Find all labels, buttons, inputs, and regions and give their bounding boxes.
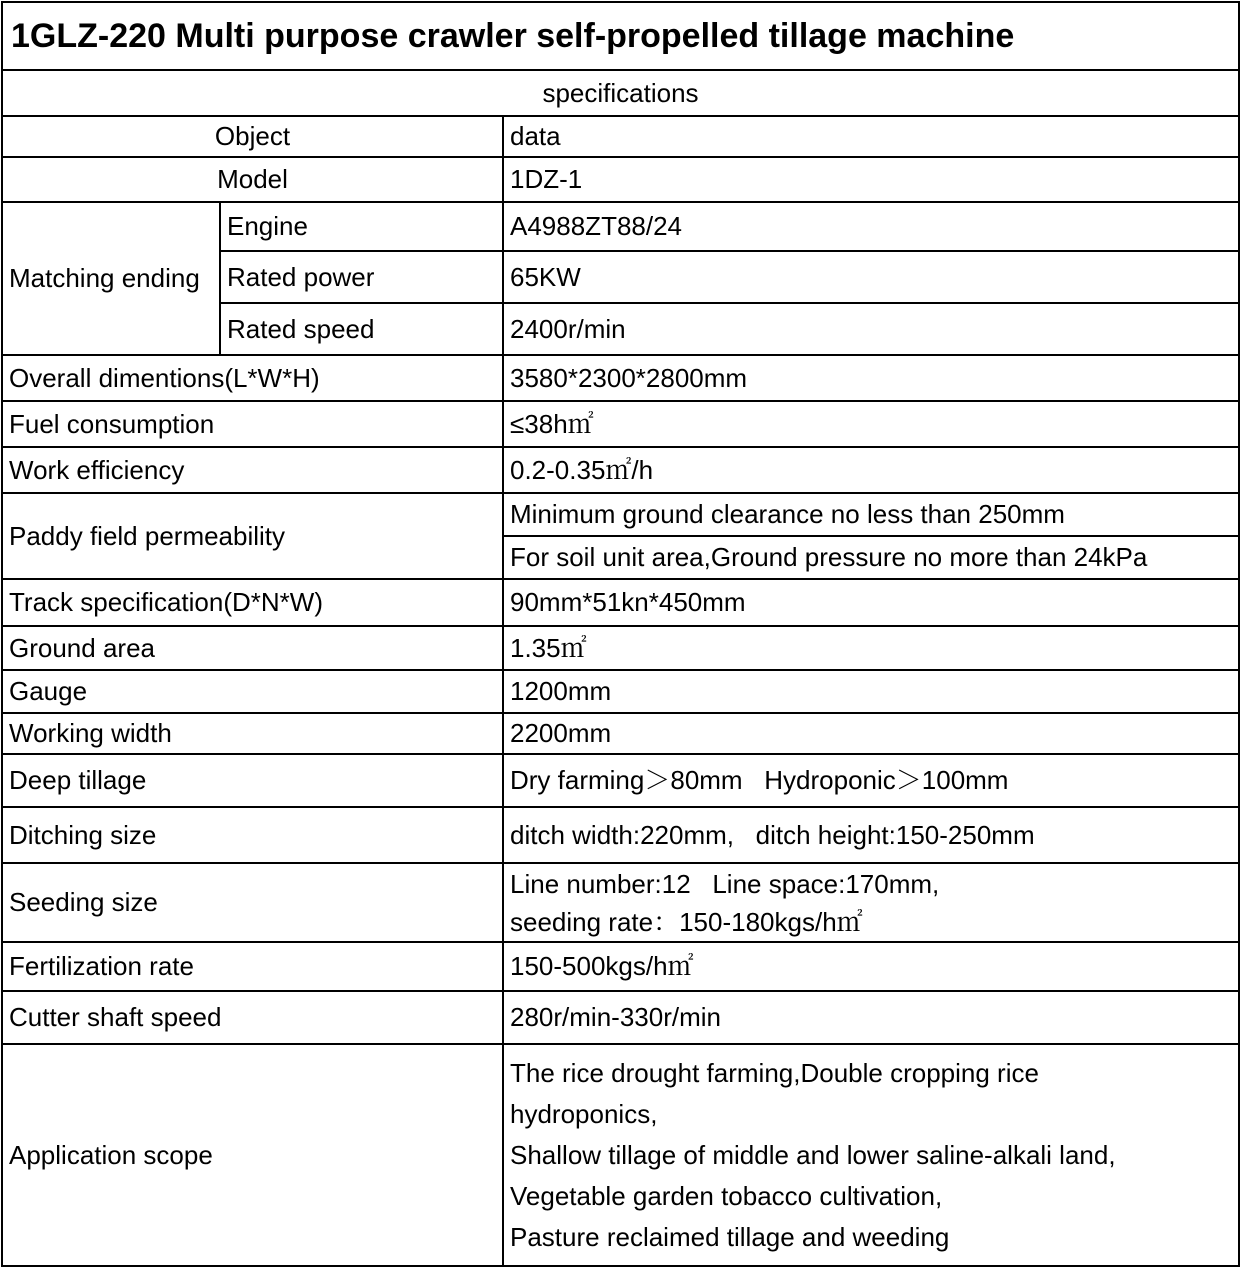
fuel-label: Fuel consumption [2, 401, 503, 447]
working-width-value: 2200mm [503, 713, 1239, 754]
fertilization-value: 150-500kgs/h㎡ [503, 942, 1239, 991]
ground-area-value: 1.35㎡ [503, 626, 1239, 670]
ground-area-row [2, 626, 1239, 670]
title-row [2, 2, 1239, 70]
dimensions-row [2, 355, 1239, 401]
application-label: Application scope [2, 1044, 503, 1266]
engine-row [2, 202, 1239, 251]
deep-tillage-value: Dry farming＞80mm Hydroponic＞100mm [503, 754, 1239, 807]
ditching-label: Ditching size [2, 807, 503, 863]
paddy-value-2: For soil unit area,Ground pressure no more than 24kPa [503, 536, 1239, 579]
application-line-4: Vegetable garden tobacco cultivation, [510, 1180, 943, 1211]
section-header: specifications [2, 70, 1239, 116]
page-title: 1GLZ-220 Multi purpose crawler self-propelled tillage machine [2, 2, 1239, 70]
efficiency-row [2, 447, 1239, 493]
model-row [2, 157, 1239, 202]
application-line-3: Shallow tillage of middle and lower saline-alkali land, [510, 1139, 1116, 1170]
fuel-row [2, 401, 1239, 447]
seeding-line-2: seeding rate：150-180kgs/h㎡ [510, 906, 863, 937]
application-value [503, 1044, 1239, 1266]
dimensions-value: 3580*2300*2800mm [503, 355, 1239, 401]
data-header: data [503, 116, 1239, 157]
dimensions-label: Overall dimentions(L*W*H) [2, 355, 503, 401]
seeding-value [503, 863, 1239, 942]
seeding-line-1: Line number:12 Line space:170mm, [510, 868, 940, 899]
rated-power-value: 65KW [503, 251, 1239, 303]
gauge-row [2, 670, 1239, 713]
track-value: 90mm*51kn*450mm [503, 579, 1239, 626]
track-row [2, 579, 1239, 626]
paddy-value-1: Minimum ground clearance no less than 250mm [503, 493, 1239, 536]
fertilization-label: Fertilization rate [2, 942, 503, 991]
rated-speed-label: Rated speed [220, 303, 503, 355]
efficiency-label: Work efficiency [2, 447, 503, 493]
working-width-row [2, 713, 1239, 754]
gauge-label: Gauge [2, 670, 503, 713]
paddy-label: Paddy field permeability [2, 493, 503, 579]
fertilization-row [2, 942, 1239, 991]
cutter-value: 280r/min-330r/min [503, 991, 1239, 1044]
cutter-label: Cutter shaft speed [2, 991, 503, 1044]
object-header: Object [2, 116, 503, 157]
application-line-2: hydroponics, [510, 1098, 658, 1129]
deep-tillage-label: Deep tillage [2, 754, 503, 807]
ditching-value: ditch width:220mm, ditch height:150-250mm [503, 807, 1239, 863]
application-line-5: Pasture reclaimed tillage and weeding [510, 1221, 950, 1252]
ditching-row [2, 807, 1239, 863]
column-header-row [2, 116, 1239, 157]
paddy-row-1 [2, 493, 1239, 536]
engine-label: Engine [220, 202, 503, 251]
fuel-value: ≤38h㎡ [503, 401, 1239, 447]
ground-area-label: Ground area [2, 626, 503, 670]
rated-speed-value: 2400r/min [503, 303, 1239, 355]
cutter-row [2, 991, 1239, 1044]
section-header-row [2, 70, 1239, 116]
seeding-row [2, 863, 1239, 942]
model-value: 1DZ-1 [503, 157, 1239, 202]
efficiency-value: 0.2-0.35㎡/h [503, 447, 1239, 493]
rated-power-label: Rated power [220, 251, 503, 303]
deep-tillage-row [2, 754, 1239, 807]
gauge-value: 1200mm [503, 670, 1239, 713]
engine-value: A4988ZT88/24 [503, 202, 1239, 251]
model-label: Model [2, 157, 503, 202]
matching-ending-label: Matching ending [2, 202, 220, 355]
seeding-label: Seeding size [2, 863, 503, 942]
working-width-label: Working width [2, 713, 503, 754]
track-label: Track specification(D*N*W) [2, 579, 503, 626]
application-line-1: The rice drought farming,Double cropping rice [510, 1057, 1039, 1088]
application-row [2, 1044, 1239, 1266]
spec-table [1, 1, 1240, 1267]
